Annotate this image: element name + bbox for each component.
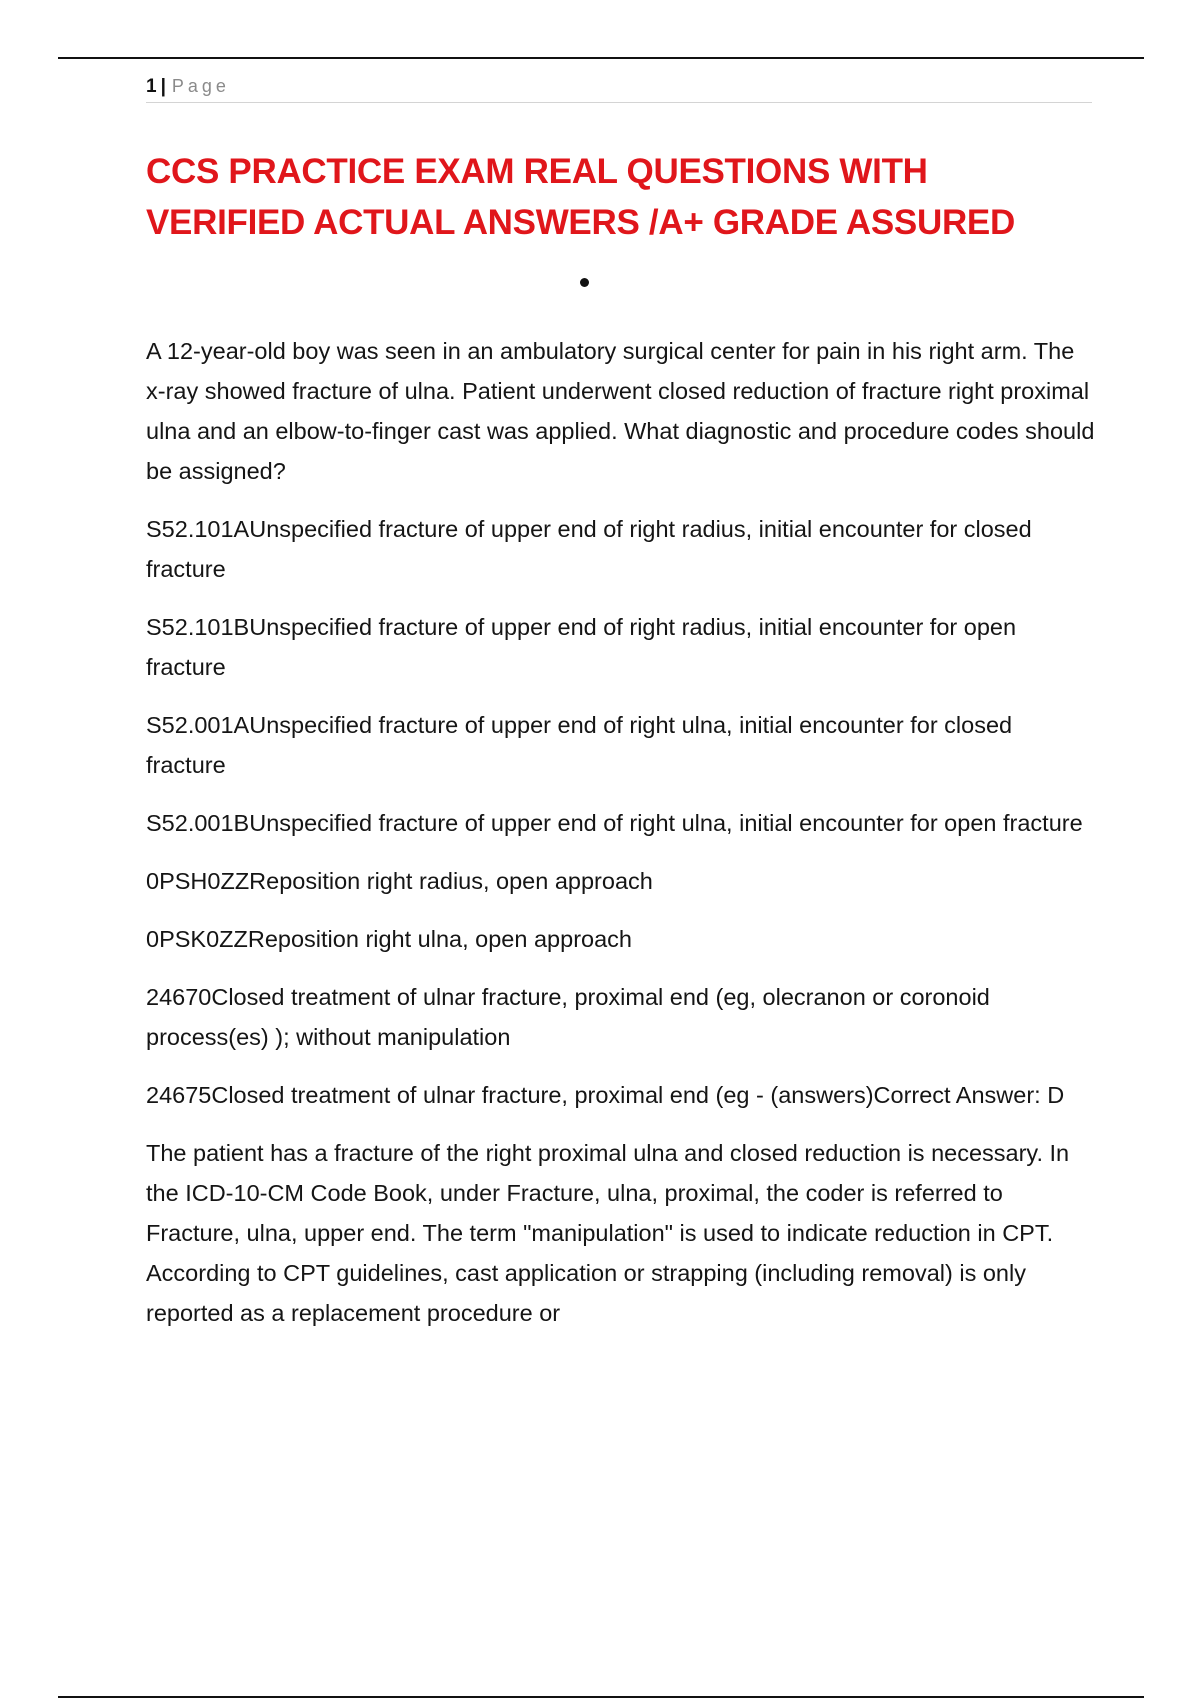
document-body: [146, 331, 1096, 1351]
bottom-rule: [58, 1696, 1144, 1698]
page-label: Page: [171, 76, 230, 96]
bullet-icon: [580, 278, 589, 287]
answer-option-with-correct-answer: 24675Closed treatment of ulnar fracture, proximal end (eg - (answers)Correct Answer: D: [146, 1082, 1065, 1108]
answer-option: S52.101BUnspecified fracture of upper end of right radius, initial encounter for open fracture: [146, 614, 1017, 680]
answer-option: S52.001AUnspecified fracture of upper end of right ulna, initial encounter for closed fracture: [146, 712, 1013, 778]
page-number: 1: [146, 76, 157, 97]
question-text: A 12-year-old boy was seen in an ambulatory surgical center for pain in his right arm. The x-ray showed fracture of ulna. Patient underwent closed reduction of fracture right proximal ulna and an elbow-to-finger cast was applied. What diagnostic and procedure codes should be assigned?: [146, 338, 1095, 484]
title-line-2: VERIFIED ACTUAL ANSWERS /A+ GRADE ASSURED: [146, 203, 1015, 242]
answer-option: 0PSH0ZZReposition right radius, open approach: [146, 868, 653, 894]
answer-option: 24670Closed treatment of ulnar fracture, proximal end (eg, olecranon or coronoid process(es) ); without manipulation: [146, 984, 990, 1050]
rationale-text: The patient has a fracture of the right proximal ulna and closed reduction is necessary. In the ICD-10-CM Code Book, under Fracture, ulna, proximal, the coder is referred to Fracture, ulna, upper end. The term "manipulation" is used to indicate reduction in CPT. According to CPT guidelines, cast application or strapping (including removal) is only reported as a replacement procedure or: [146, 1140, 1070, 1326]
answer-option: S52.101AUnspecified fracture of upper end of right radius, initial encounter for closed fracture: [146, 516, 1032, 582]
answer-option: 0PSK0ZZReposition right ulna, open approach: [146, 926, 632, 952]
page-header: [146, 72, 1092, 103]
title-line-1: CCS PRACTICE EXAM REAL QUESTIONS WITH: [146, 152, 928, 191]
answer-option: S52.001BUnspecified fracture of upper end of right ulna, initial encounter for open fracture: [146, 810, 1083, 836]
page-separator: |: [160, 76, 166, 97]
top-rule: [58, 57, 1144, 59]
document-title: [146, 146, 1106, 248]
